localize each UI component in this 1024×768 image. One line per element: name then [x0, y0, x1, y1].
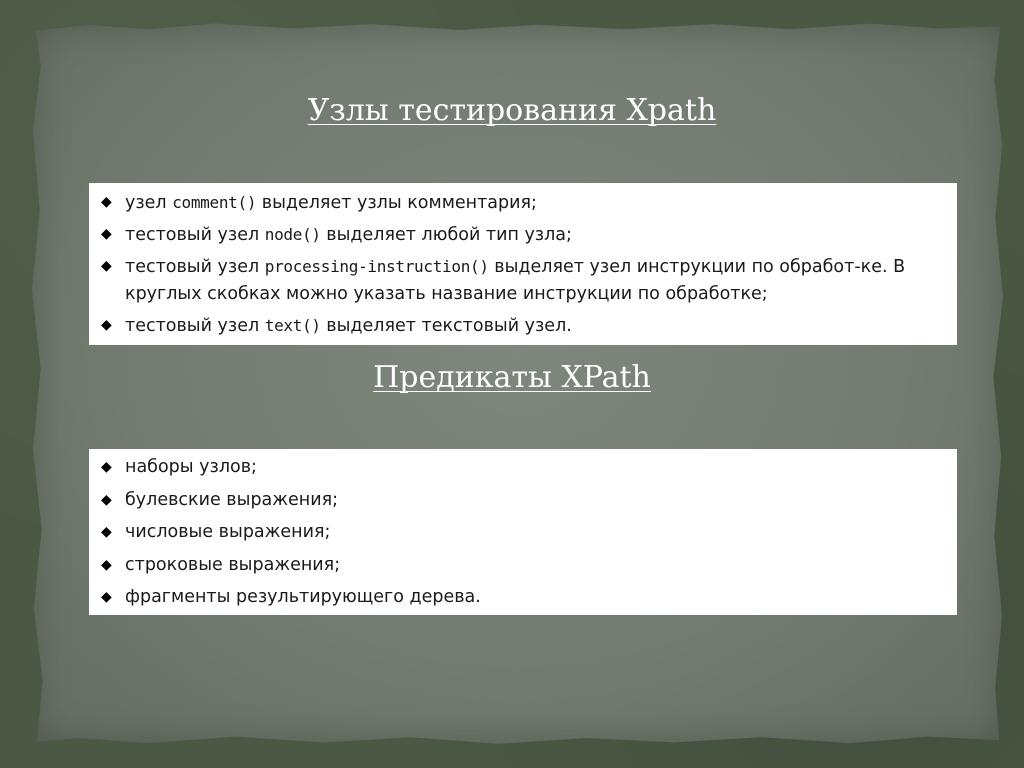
item-text: строковые выражения; — [125, 554, 341, 575]
diamond-bullet-icon: ◆ — [101, 226, 112, 242]
item-code: processing-instruction() — [264, 257, 489, 276]
diamond-bullet-icon: ◆ — [101, 491, 112, 508]
diamond-bullet-icon: ◆ — [101, 524, 112, 540]
item-text: узел — [125, 193, 173, 213]
predicates-list-box — [89, 449, 957, 615]
diamond-bullet-icon: ◆ — [101, 459, 112, 475]
list-item — [97, 584, 943, 611]
diamond-bullet-icon: ◆ — [101, 317, 112, 333]
list-item — [97, 189, 943, 217]
item-code: comment() — [172, 193, 257, 212]
item-text: выделяет любой тип узла; — [320, 225, 572, 245]
item-text: тестовый узел — [125, 316, 265, 336]
list-item — [97, 519, 943, 546]
diamond-bullet-icon: ◆ — [101, 556, 112, 573]
item-text: выделяет узел инструкции по обработ-ке. В круглых скобках можно указать название инструкции по обработке; — [125, 257, 906, 304]
diamond-bullet-icon: ◆ — [101, 589, 112, 605]
item-code: text() — [264, 316, 321, 335]
item-text: булевские выражения; — [125, 489, 339, 510]
list-item — [97, 487, 943, 514]
list-item — [97, 221, 943, 249]
item-text: фрагменты результирующего дерева. — [125, 587, 481, 607]
item-text: тестовый узел — [125, 257, 265, 277]
diamond-bullet-icon: ◆ — [101, 194, 112, 210]
section-title-xpath-node-tests: Узлы тестирования Xpath — [307, 93, 717, 128]
item-text: выделяет узлы комментария; — [256, 193, 537, 213]
list-item — [97, 312, 943, 340]
node-tests-list-box — [89, 183, 957, 345]
list-item — [97, 253, 943, 308]
item-text: числовые выражения; — [125, 522, 331, 542]
list-item — [97, 454, 943, 481]
item-code: node() — [264, 225, 321, 244]
section-title-xpath-predicates: Предикаты XPath — [373, 360, 651, 395]
item-text: наборы узлов; — [125, 457, 257, 477]
item-text: тестовый узел — [125, 225, 265, 245]
item-text: выделяет текстовый узел. — [320, 316, 572, 336]
diamond-bullet-icon: ◆ — [101, 258, 112, 274]
list-item — [97, 552, 943, 579]
